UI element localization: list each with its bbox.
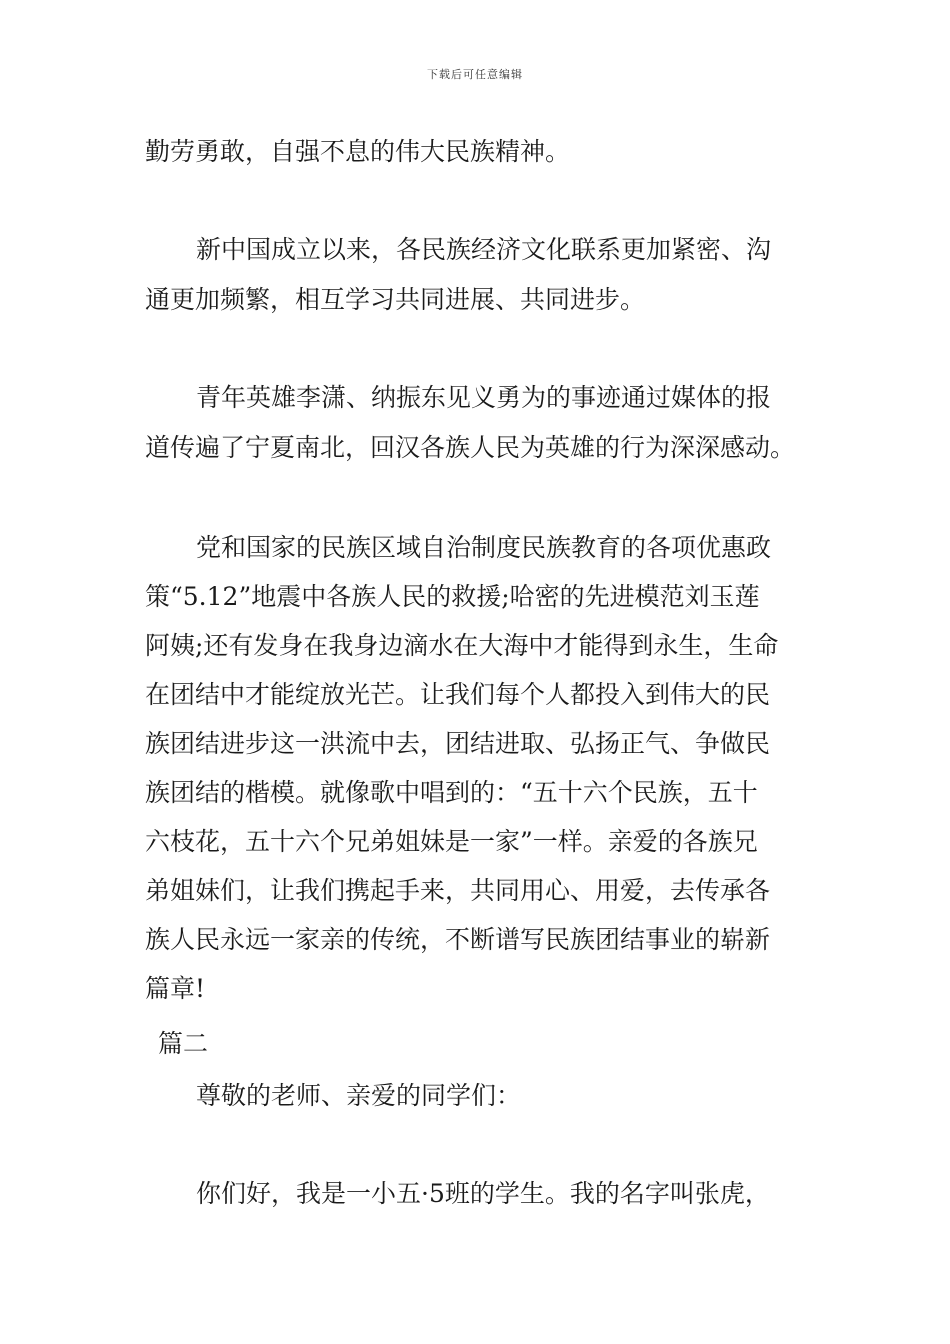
paragraph-4-line-4: 在团结中才能绽放光芒。让我们每个人都投入到伟大的民 [145, 680, 771, 709]
paragraph-4-line-2: 策“5.12”地震中各族人民的救援;哈密的先进模范刘玉莲 [145, 582, 760, 611]
paragraph-4-line-9: 族人民永远一家亲的传统，不断谱写民族团结事业的崭新 [145, 925, 771, 954]
paragraph-4-line-10: 篇章! [145, 974, 206, 1003]
paragraph-4-line-6: 族团结的楷模。就像歌中唱到的：“五十六个民族，五十 [145, 778, 758, 807]
paragraph-4-line-1: 党和国家的民族区域自治制度民族教育的各项优惠政 [196, 533, 772, 562]
paragraph-3-line-1: 青年英雄李潇、纳振东见义勇为的事迹通过媒体的报 [196, 383, 772, 412]
paragraph-1-line-1: 勤劳勇敢，自强不息的伟大民族精神。 [145, 137, 571, 166]
speech-opening-line: 你们好，我是一小五·5班的学生。我的名字叫张虎， [196, 1179, 770, 1208]
paragraph-3-line-2: 道传遍了宁夏南北，回汉各族人民为英雄的行为深深感动。 [145, 433, 796, 462]
paragraph-4-line-8: 弟姐妹们，让我们携起手来，共同用心、用爱，去传承各 [145, 876, 771, 905]
paragraph-2-line-1: 新中国成立以来，各民族经济文化联系更加紧密、沟 [196, 235, 772, 264]
section-heading: 篇二 [158, 1029, 209, 1058]
salutation: 尊敬的老师、亲爱的同学们： [196, 1081, 522, 1110]
paragraph-4-line-7: 六枝花，五十六个兄弟姐妹是一家”一样。亲爱的各族兄 [145, 827, 758, 856]
page-header: 下载后可任意编辑 [427, 68, 523, 81]
paragraph-2-line-2: 通更加频繁，相互学习共同进展、共同进步。 [145, 285, 646, 314]
paragraph-4-line-5: 族团结进步这一洪流中去，团结进取、弘扬正气、争做民 [145, 729, 771, 758]
paragraph-4-line-3: 阿姨;还有发身在我身边滴水在大海中才能得到永生，生命 [145, 631, 779, 660]
